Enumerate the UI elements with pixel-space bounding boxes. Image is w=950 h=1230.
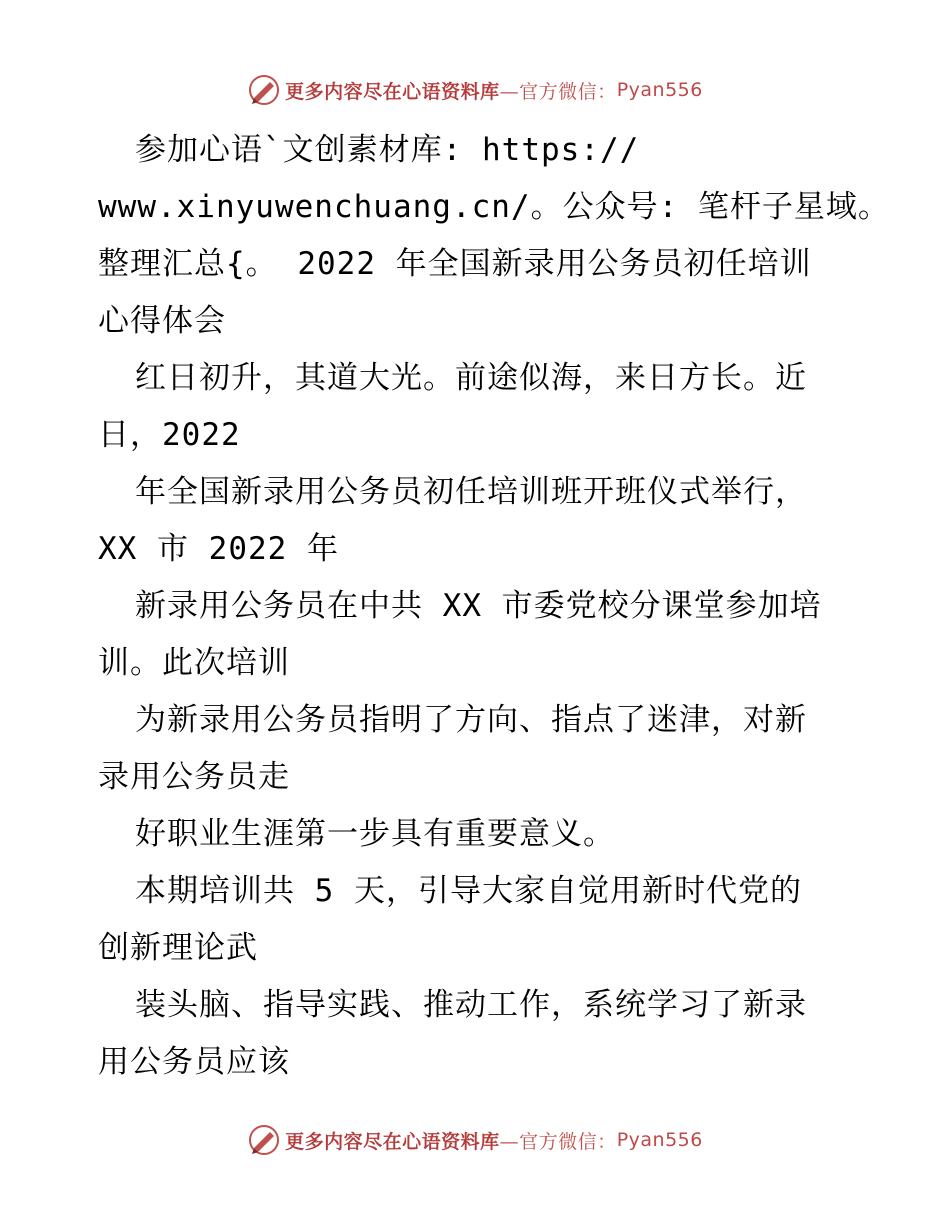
- header-watermark-banner: [0, 70, 950, 110]
- text-line: 日，2022: [98, 417, 241, 453]
- text-line: 训。此次培训: [98, 645, 290, 681]
- text-line: 参加心语`文创素材库: https://: [135, 132, 640, 168]
- text-line: 新录用公务员在中共 XX 市委党校分课堂参加培: [135, 588, 822, 624]
- text-line: XX 市 2022 年: [98, 531, 339, 567]
- banner-main-text: 更多内容尽在心语资料库: [285, 80, 500, 103]
- pen-logo-icon: [247, 73, 281, 107]
- banner-wechat-id: Pyan556: [616, 1129, 703, 1151]
- text-line: 本期培训共 5 天，引导大家自觉用新时代党的: [135, 873, 802, 909]
- text-line: 创新理论武: [98, 930, 258, 966]
- text-line: 年全国新录用公务员初任培训班开班仪式举行，: [135, 474, 807, 510]
- text-line: 整理汇总{。 2022 年全国新录用公务员初任培训: [98, 246, 812, 282]
- text-line: 红日初升，其道大光。前途似海，来日方长。近: [135, 360, 807, 396]
- banner-main-text: 更多内容尽在心语资料库: [285, 1130, 500, 1153]
- document-body: [98, 122, 898, 1091]
- pen-logo-icon: [247, 1123, 281, 1157]
- text-line: 为新录用公务员指明了方向、指点了迷津，对新: [135, 702, 807, 738]
- footer-watermark-banner: [0, 1120, 950, 1160]
- banner-dash-text: —官方微信：: [499, 80, 617, 103]
- banner-wechat-id: Pyan556: [616, 79, 703, 101]
- banner-dash-text: —官方微信：: [499, 1130, 617, 1153]
- text-line: 好职业生涯第一步具有重要意义。: [135, 816, 615, 852]
- text-line: 录用公务员走: [98, 759, 290, 795]
- text-line: 心得体会: [98, 303, 226, 339]
- text-line: 用公务员应该: [98, 1044, 290, 1080]
- text-line: www.xinyuwenchuang.cn/。公众号: 笔杆子星域。: [98, 189, 890, 225]
- text-line: 装头脑、指导实践、推动工作，系统学习了新录: [135, 987, 807, 1023]
